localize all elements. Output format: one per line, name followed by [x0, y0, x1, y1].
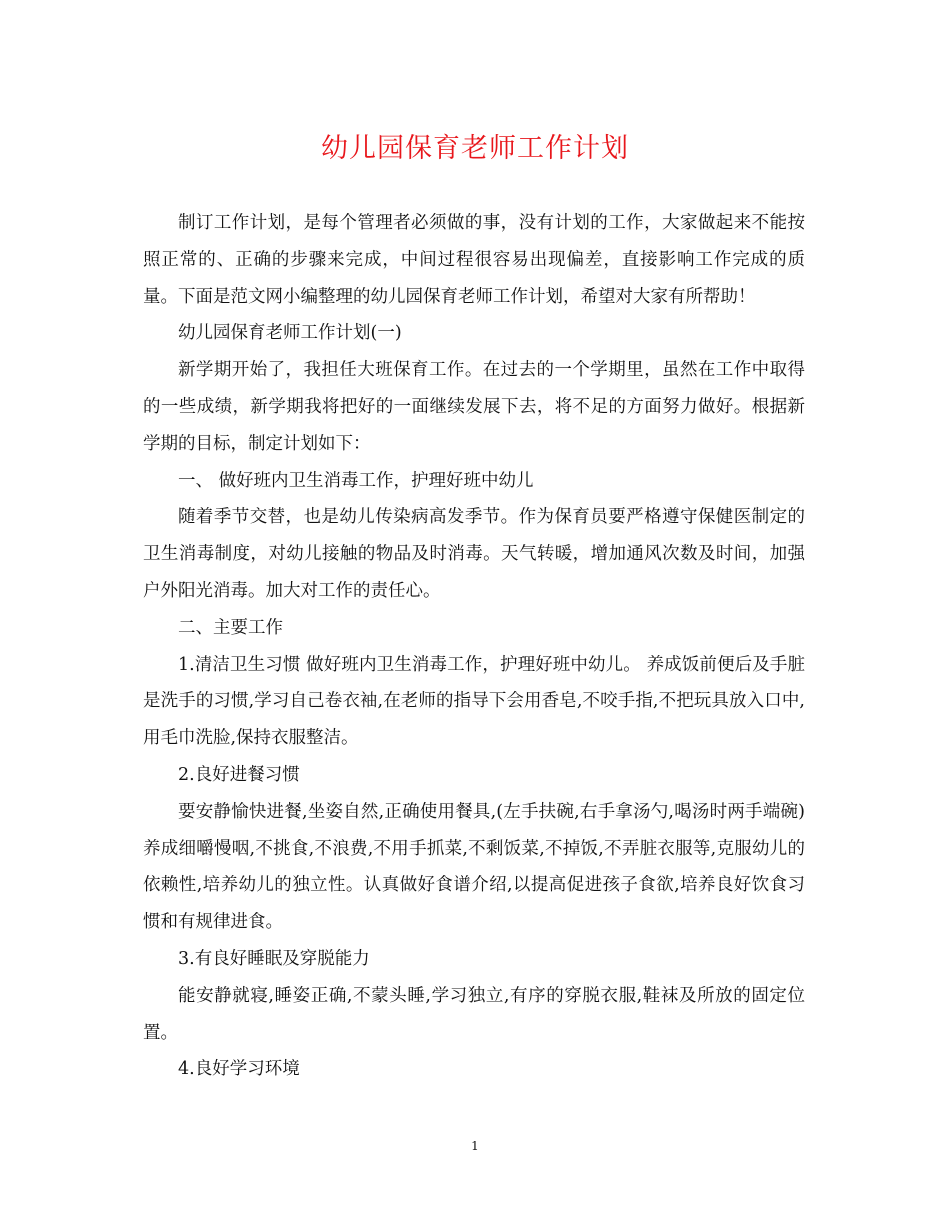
paragraph-item-2-body: 要安静愉快进餐,坐姿自然,正确使用餐具,(左手扶碗,右手拿汤勺,喝汤时两手端碗)养成细嚼慢咽,不挑食,不浪费,不用手抓菜,不剩饭菜,不掉饭,不弄脏衣服等,克服幼儿的依赖性,培养幼儿的独立性。认真做好食谱介绍,以提高促进孩子食欲,培养良好饮食习惯和有规律进食。 — [143, 801, 805, 933]
paragraph-opening: 新学期开始了，我担任大班保育工作。在过去的一个学期里，虽然在工作中取得的一些成绩，新学期我将把好的一面继续发展下去，将不足的方面努力做好。根据新学期的目标，制定计划如下： — [143, 360, 805, 454]
paragraph-item-3-heading: 3.有良好睡眠及穿脱能力 — [178, 948, 370, 969]
document-title: 幼儿园保育老师工作计划 — [321, 133, 629, 164]
paragraph-intro: 制订工作计划，是每个管理者必须做的事，没有计划的工作，大家做起来不能按照正常的、正确的步骤来完成，中间过程很容易出现偏差，直接影响工作完成的质量。下面是范文网小编整理的幼儿园保育老师工作计划，希望对大家有所帮助！ — [143, 213, 805, 307]
paragraph-section-heading: 幼儿园保育老师工作计划(一) — [178, 323, 402, 344]
paragraph-item-1: 1.清洁卫生习惯 做好班内卫生消毒工作，护理好班中幼儿。 养成饭前便后及手脏是洗手的习惯,学习自己卷衣袖,在老师的指导下会用香皂,不咬手指,不把玩具放入口中,用毛巾洗脸,保持衣服整洁。 — [143, 654, 805, 749]
paragraph-heading-1: 一、 做好班内卫生消毒工作，护理好班中幼儿 — [178, 470, 534, 491]
document-body — [143, 205, 805, 1088]
paragraph-hygiene: 随着季节交替，也是幼儿传染病高发季节。作为保育员要严格遵守保健医制定的卫生消毒制度，对幼儿接触的物品及时消毒。天气转暖，增加通风次数及时间，加强户外阳光消毒。加大对工作的责任心。 — [143, 507, 805, 601]
page-number: 1 — [471, 1139, 479, 1153]
paragraph-heading-2: 二、主要工作 — [178, 617, 283, 638]
paragraph-item-3-body: 能安静就寝,睡姿正确,不蒙头睡,学习独立,有序的穿脱衣服,鞋袜及所放的固定位置。 — [143, 985, 805, 1043]
paragraph-item-2-heading: 2.良好进餐习惯 — [178, 764, 300, 785]
paragraph-item-4-heading: 4.良好学习环境 — [178, 1059, 300, 1080]
